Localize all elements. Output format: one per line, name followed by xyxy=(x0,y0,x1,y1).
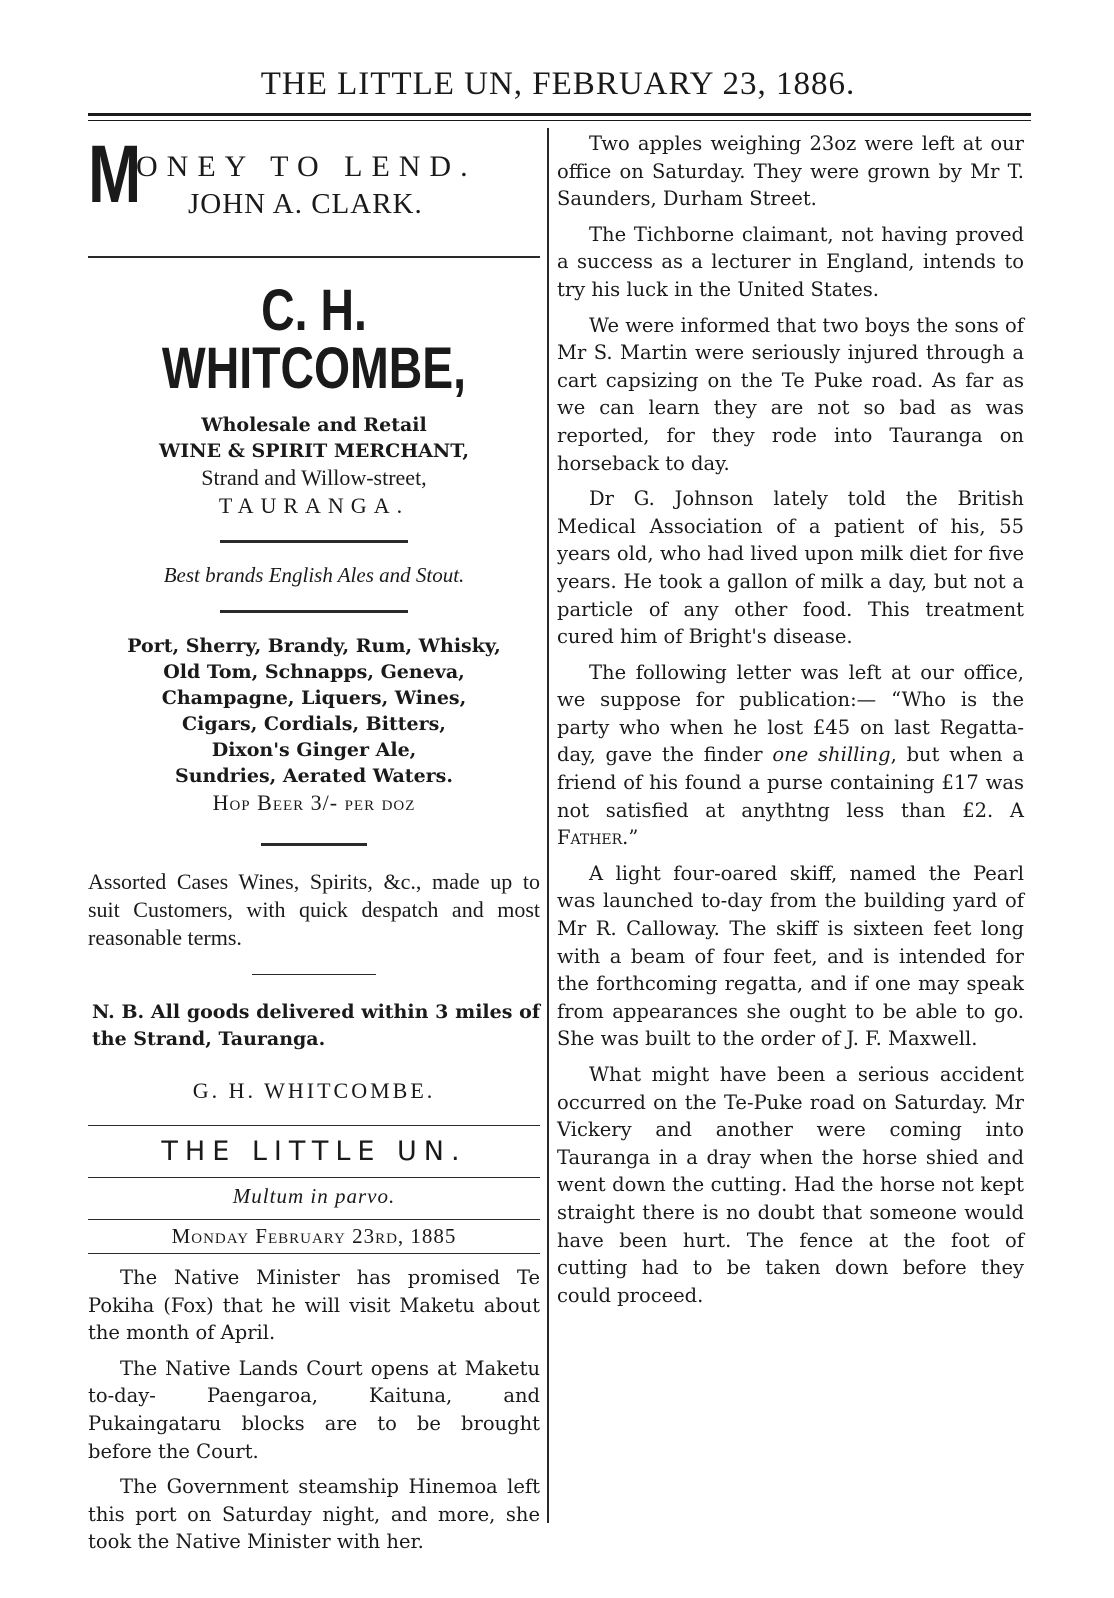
masthead-title: THE LITTLE UN, FEBRUARY 23, 1886. xyxy=(260,66,856,102)
money-advertiser: JOHN A. CLARK. xyxy=(188,188,423,220)
product-line: Champagne, Liquers, Wines, xyxy=(161,687,467,709)
news-paragraph: The Government steamship Hinemoa left this port on Saturday night, and more, she took the Native Minister with her. xyxy=(88,1475,540,1554)
drop-cap: M xyxy=(88,129,142,220)
letter-signature: A Father.” xyxy=(557,798,1024,850)
address-line: Strand and Willow-street, xyxy=(201,465,427,490)
product-line: Cigars, Cordials, Bitters, xyxy=(182,713,446,735)
news-paragraph: The Native Lands Court opens at Maketu to-day- Paengaroa, Kaituna, and Pukaingataru blocks are to be brought before the Court. xyxy=(88,1356,540,1463)
product-line: Sundries, Aerated Waters. xyxy=(175,765,453,787)
masthead-rule-thin xyxy=(88,120,1031,121)
merchant-line: WINE & SPIRIT MERCHANT, xyxy=(159,440,469,462)
whitcombe-signature: G. H. WHITCOMBE. xyxy=(192,1078,436,1103)
assorted-cases-text: Assorted Cases Wines, Spirits, &c., made up to suit Customers, with quick despatch and most reasonable terms. xyxy=(88,869,540,950)
hop-beer-price: Hop Beer 3/- per doz xyxy=(212,790,416,815)
letter-emphasis: one shilling xyxy=(772,743,891,767)
whitcombe-name: C. H. WHITCOMBE, xyxy=(161,278,467,401)
divider xyxy=(220,610,408,613)
delivery-note: N. B. All goods delivered within 3 miles of the Strand, Tauranga. xyxy=(92,1001,540,1050)
letter-text: The following letter was left at our office, we suppose for publication:— “Who is the party who when he lost £45 on last Regatta-day, gave the finder xyxy=(557,660,1024,767)
product-line: Old Tom, Schnapps, Geneva, xyxy=(163,661,465,683)
left-column xyxy=(88,130,540,1564)
divider xyxy=(88,1125,540,1126)
news-paragraphs-left xyxy=(88,1264,540,1556)
right-column xyxy=(557,130,1024,1317)
product-line: Dixon's Ginger Ale, xyxy=(211,739,417,761)
news-paragraph: The Tichborne claimant, not having proved a success as a lecturer in England, intends to try his luck in the United States. xyxy=(557,222,1024,301)
masthead-rule-thick xyxy=(88,113,1031,116)
news-paragraph: We were informed that two boys the sons of Mr S. Martin were seriously injured through a cart capsizing on the Te Puke road. As far as we can learn they are not so bad as was reported, for they rode into Tauranga on horseback to day. xyxy=(557,313,1024,475)
town-line: TAURANGA. xyxy=(218,493,410,518)
product-list xyxy=(88,633,540,789)
divider xyxy=(88,256,540,258)
news-paragraph: A light four-oared skiff, named the Pearl was launched to-day from the building yard of Mr R. Calloway. The skiff is sixteen feet long with a beam of four feet, and is intended for the forthcoming regatta, and if one may speak from appearances she ought to be able to go. She was built to the order of J. F. Maxwell. xyxy=(557,861,1024,1051)
letter-text: , but when a friend of his found a purse containing £17 was not satisfied at anythtng less than £2. xyxy=(557,743,1025,822)
divider xyxy=(252,974,376,975)
news-paragraph: What might have been a serious accident occurred on the Te-Puke road on Saturday. Mr Vickery and another were coming into Tauranga in a dray when the horse shied and went down the cutting. Had the horse not kept straight there is no doubt that someone would have been hurt. The fence at the foot of cutting had to be taken down before they could proceed. xyxy=(557,1063,1024,1307)
divider xyxy=(220,540,408,543)
product-line: Port, Sherry, Brandy, Rum, Whisky, xyxy=(127,635,501,657)
brands-line: Best brands English Ales and Stout. xyxy=(163,563,465,587)
divider xyxy=(261,843,367,846)
news-paragraph: Two apples weighing 23oz were left at our office on Saturday. They were grown by Mr T. Saunders, Durham Street. xyxy=(557,132,1024,211)
money-to-lend-ad xyxy=(88,129,540,230)
column-divider xyxy=(547,128,549,1523)
paper-name: THE LITTLE UN. xyxy=(161,1136,467,1167)
money-headline: ONEY TO LEND. xyxy=(136,150,477,183)
issue-date: Monday February 23rd, 1885 xyxy=(171,1224,457,1248)
divider xyxy=(88,1253,540,1254)
news-paragraph: Dr G. Johnson lately told the British Medical Association of a patient of his, 55 years old, who had lived upon milk diet for five years. He took a gallon of milk a day, but not a particle of any other food. This treatment cured him of Bright's disease. xyxy=(557,487,1024,649)
wholesale-line: Wholesale and Retail xyxy=(201,414,427,436)
paper-motto: Multum in parvo. xyxy=(232,1184,396,1208)
divider xyxy=(88,1219,540,1220)
letter-paragraph xyxy=(557,659,1024,852)
news-paragraph: The Native Minister has promised Te Pokiha (Fox) that he will visit Maketu about the month of April. xyxy=(88,1266,540,1345)
divider xyxy=(88,1177,540,1178)
